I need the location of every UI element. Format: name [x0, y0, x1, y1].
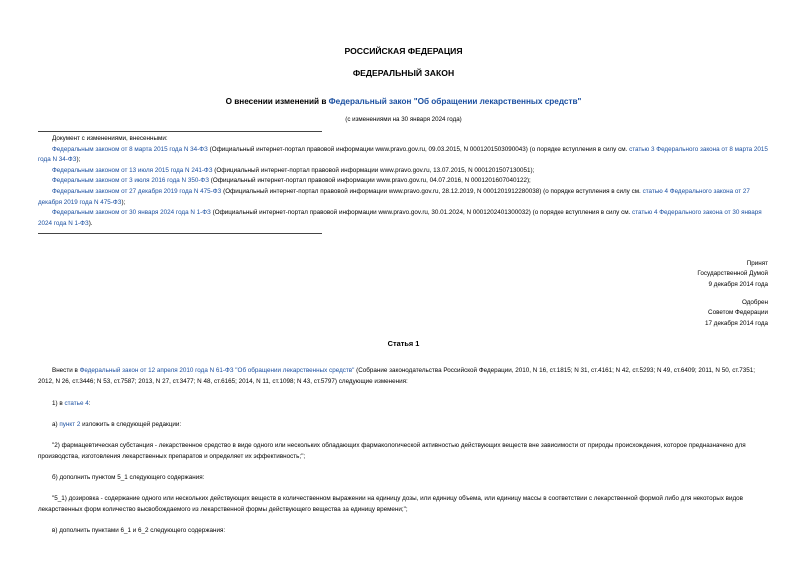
change-article-link[interactable]: статью 3 Федерального закона от 8 марта 2015 года N 34-ФЗ: [38, 145, 768, 164]
subpoint-b: [38, 473, 769, 484]
subpoint-a-prefix: а): [52, 421, 60, 428]
subpoint-b-text: б) дополнить пунктом 5_1 следующего содержания:: [52, 474, 205, 481]
point-2-link[interactable]: пункт 2: [59, 421, 81, 428]
subpoint-a-quote: [38, 441, 769, 462]
article-4-link[interactable]: статье 4: [64, 400, 89, 407]
article-intro: [38, 366, 769, 387]
intro-rest: (Собрание законодательства Российской Федерации, 2010, N 16, ст.1815; N 31, ст.4161; N 42, ст.5293; N 49, ст.6409; 2011, N 50, ст.7351; 2012, N 26, ст.3446; N 53, ст.7587; 2013, N 27, ст.3477; N 48, ст.6165; 2014, N 11, ст.1098; N 43, ст.5797) следующие изменения:: [38, 367, 756, 385]
change-tail: );: [121, 198, 126, 206]
change-article-link[interactable]: статью 4 Федерального закона от 27 декабря 2019 года N 475-ФЗ: [38, 187, 750, 206]
point-1: [38, 399, 769, 410]
change-tail: ).: [88, 219, 93, 227]
accepted-label: Принят: [746, 260, 768, 267]
changes-intro: Документ с изменениями, внесенными:: [52, 135, 168, 142]
change-law-link[interactable]: Федеральным законом от 27 декабря 2019 года N 475-ФЗ: [52, 187, 222, 195]
subpoint-a-quote-text: "2) фармацевтическая субстанция - лекарственное средство в виде одного или нескольких обладающих фармакологической активностью действующих веществ вне зависимости от природы происхождения, которое предназначено для производства, изготовления лекарственных препаратов и определяет их эффективность;";: [38, 442, 746, 460]
changes-block: [38, 134, 769, 229]
change-text: (Официальный интернет-портал правовой информации www.pravo.gov.ru, 30.01.2024, N 0001202401300032) (о порядке вступления в силу см.: [210, 209, 633, 217]
approved-block: [705, 298, 768, 329]
change-text: (Официальный интернет-портал правовой информации www.pravo.gov.ru, 04.07.2016, N 0001201607040122);: [209, 177, 531, 185]
article-title: Статья 1: [387, 339, 420, 348]
subpoint-a-suffix: изложить в следующей редакции:: [80, 421, 182, 428]
change-item: [38, 208, 769, 229]
change-law-link[interactable]: Федеральным законом от 3 июля 2016 года N 350-ФЗ: [52, 177, 210, 185]
subpoint-b-quote-text: "5_1) дозировка - содержание одного или нескольких действующих веществ в количественном выражении на единицу дозы, или единицу объема, или единицу массы в соответствии с лекарственной формой либо для некоторых видов лекарственных форм количество высвобождаемого из лекарственной формы действующего вещества за единицу времени;";: [38, 495, 743, 513]
document-title: [0, 97, 807, 106]
change-item: [38, 176, 769, 187]
change-item: [38, 187, 769, 208]
point-1-suffix: :: [88, 400, 91, 407]
accepted-body: Государственной Думой: [697, 270, 768, 278]
change-text: (Официальный интернет-портал правовой информации www.pravo.gov.ru, 13.07.2015, N 0001201507130051);: [212, 166, 535, 174]
change-text: (Официальный интернет-портал правовой информации www.pravo.gov.ru, 28.12.2019, N 0001201912280038) (о порядке вступления в силу см.: [221, 187, 643, 195]
revision-note: (с изменениями на 30 января 2024 года): [345, 116, 462, 123]
change-law-link[interactable]: Федеральным законом от 30 января 2024 года N 1-ФЗ: [52, 209, 211, 217]
law-type-heading: ФЕДЕРАЛЬНЫЙ ЗАКОН: [352, 68, 455, 78]
change-item: [38, 145, 769, 166]
intro-law-link[interactable]: Федеральный закон от 12 апреля 2010 года N 61-ФЗ "Об обращении лекарственных средств": [79, 367, 355, 374]
approved-body: Советом Федерации: [708, 309, 768, 317]
title-prefix: О внесении изменений в: [225, 97, 329, 106]
accepted-date: 9 декабря 2014 года: [708, 280, 768, 288]
approved-label: Одобрен: [741, 299, 768, 306]
change-law-link[interactable]: Федеральным законом от 13 июля 2015 года N 241-ФЗ: [52, 166, 213, 174]
point-1-prefix: 1) в: [52, 400, 65, 407]
title-law-link[interactable]: Федеральный закон "Об обращении лекарственных средств": [328, 97, 582, 106]
country-heading: РОССИЙСКАЯ ФЕДЕРАЦИЯ: [344, 46, 463, 56]
change-article-link[interactable]: статью 4 Федерального закона от 30 января 2024 года N 1-ФЗ: [38, 209, 762, 227]
change-text: (Официальный интернет-портал правовой информации www.pravo.gov.ru, 09.03.2015, N 0001201503090043) (о порядке вступления в силу см.: [207, 145, 630, 153]
subpoint-c: [38, 526, 769, 537]
change-item: [38, 166, 769, 177]
accepted-block: [697, 259, 768, 290]
divider-bottom: [38, 233, 322, 234]
subpoint-b-quote: [38, 494, 769, 515]
approved-date: 17 декабря 2014 года: [705, 319, 768, 327]
divider-top: [38, 131, 322, 132]
intro-prefix: Внести в: [52, 367, 80, 374]
change-tail: );: [76, 156, 81, 164]
change-law-link[interactable]: Федеральным законом от 8 марта 2015 года N 34-ФЗ: [52, 145, 208, 153]
subpoint-c-text: в) дополнить пунктами 6_1 и 6_2 следующего содержания:: [52, 527, 226, 534]
subpoint-a: [38, 420, 769, 431]
